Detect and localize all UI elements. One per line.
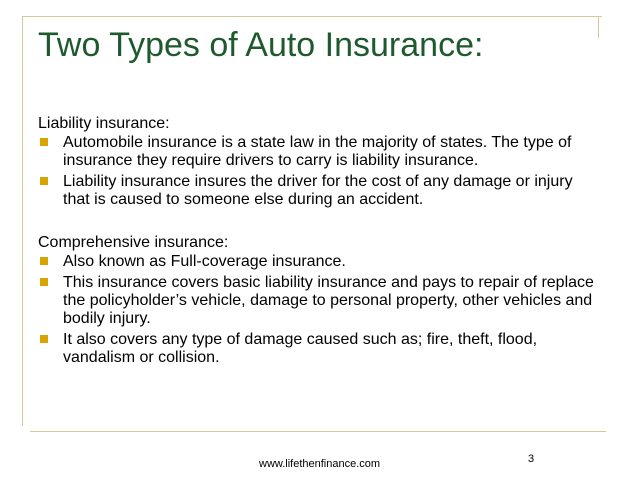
bullet-item <box>38 253 598 271</box>
slide-title: Two Types of Auto Insurance: <box>38 26 484 64</box>
slide-content <box>38 115 598 370</box>
frame-top-rule <box>22 16 602 17</box>
square-bullet-icon <box>40 257 48 265</box>
footer-url: www.lifethenfinance.com <box>259 458 381 470</box>
page-number: 3 <box>528 453 535 465</box>
square-bullet-icon <box>40 335 48 343</box>
bullet-item <box>38 134 598 170</box>
frame-left-rule <box>22 16 23 426</box>
section-liability <box>38 115 598 209</box>
bullet-list <box>38 253 598 367</box>
bullet-text: This insurance covers basic liability insurance and pays to repair of replace the policyholder’s vehicle, damage to personal property, other vehicles and bodily injury. <box>63 274 594 327</box>
bullet-item <box>38 331 598 367</box>
bullet-text: Liability insurance insures the driver for the cost of any damage or injury that is caused to someone else during an accident. <box>63 173 573 208</box>
bullet-item <box>38 173 598 209</box>
section-comprehensive <box>38 234 598 367</box>
bullet-text: Also known as Full-coverage insurance. <box>63 253 346 270</box>
section-label: Comprehensive insurance: <box>38 234 229 251</box>
bullet-item <box>38 274 598 328</box>
bullet-text: It also covers any type of damage caused such as; fire, theft, flood, vandalism or collision. <box>63 331 538 366</box>
section-spacer <box>38 212 598 234</box>
square-bullet-icon <box>40 138 48 146</box>
section-label: Liability insurance: <box>38 115 170 132</box>
square-bullet-icon <box>40 177 48 185</box>
bullet-list <box>38 134 598 209</box>
frame-corner-rule <box>598 16 599 38</box>
bullet-text: Automobile insurance is a state law in the majority of states. The type of insurance they require drivers to carry is liability insurance. <box>63 134 572 169</box>
square-bullet-icon <box>40 278 48 286</box>
frame-bottom-rule <box>30 431 606 432</box>
